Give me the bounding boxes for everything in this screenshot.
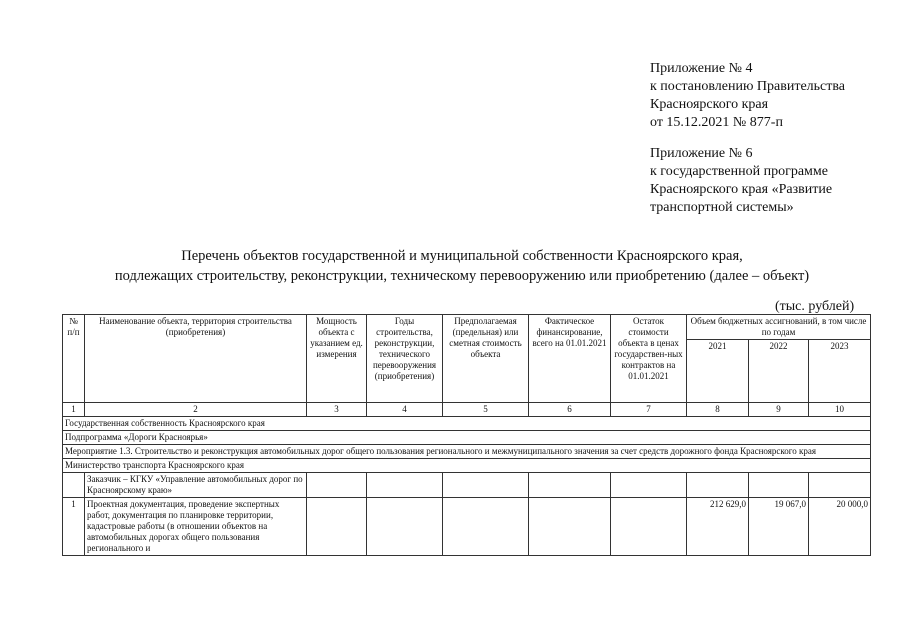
customer-row: [63, 473, 871, 498]
empty-cell: [63, 473, 85, 498]
empty-cell: [611, 473, 687, 498]
document-title: [62, 246, 862, 286]
appendix-6-line3: Красноярского края «Развитие: [650, 182, 833, 197]
objects-table: [62, 314, 871, 556]
appendix-6-line4: транспортной системы»: [650, 200, 794, 215]
col-number: 9: [749, 403, 809, 417]
header-row-1: [63, 315, 871, 340]
section-ministry: Министерство транспорта Красноярского края: [63, 459, 871, 473]
header-year-2021: 2021: [687, 340, 749, 403]
appendix-6-line1: Приложение № 6: [650, 146, 753, 161]
header-year-2023: 2023: [809, 340, 871, 403]
empty-cell: [443, 473, 529, 498]
appendix-6-block: [650, 145, 832, 217]
header-name: Наименование объекта, территория строительства (приобретения): [85, 315, 307, 403]
section-subprogram: Подпрограмма «Дороги Красноярья»: [63, 431, 871, 445]
col-number: 5: [443, 403, 529, 417]
col-number: 4: [367, 403, 443, 417]
empty-cell: [367, 498, 443, 556]
title-line2: подлежащих строительству, реконструкции, техническому перевооружению или приобретению (далее – объект): [114, 268, 810, 284]
column-number-row: [63, 403, 871, 417]
section-state-property: Государственная собственность Красноярского края: [63, 417, 871, 431]
header-remaining: Остаток стоимости объекта в ценах государствен-ных контрактов на 01.01.2021: [611, 315, 687, 403]
header-years: Годы строительства, реконструкции, технического перевооружения (приобретения): [367, 315, 443, 403]
col-number: 3: [307, 403, 367, 417]
empty-cell: [443, 498, 529, 556]
empty-cell: [687, 473, 749, 498]
empty-cell: [749, 473, 809, 498]
empty-cell: [307, 498, 367, 556]
header-capacity: Мощность объекта с указанием ед. измерения: [307, 315, 367, 403]
item-2022: 19 067,0: [749, 498, 809, 556]
item-2021: 212 629,0: [687, 498, 749, 556]
item-2023: 20 000,0: [809, 498, 871, 556]
col-number: 6: [529, 403, 611, 417]
empty-cell: [529, 473, 611, 498]
title-line1: Перечень объектов государственной и муниципальной собственности Красноярского края,: [181, 248, 743, 264]
section-row: [63, 445, 871, 459]
unit-label: (тыс. рублей): [775, 299, 855, 314]
header-actual: Фактическое финансирование, всего на 01.01.2021: [529, 315, 611, 403]
header-num: № п/п: [63, 315, 85, 403]
header-estimated: Предполагаемая (предельная) или сметная стоимость объекта: [443, 315, 529, 403]
appendix-4-line4: от 15.12.2021 № 877-п: [650, 115, 783, 130]
item-name: Проектная документация, проведение экспертных работ, документация по планировке территории, кадастровые работы (в отношении объектов на автомобильных дорогах общего пользования регионального и: [85, 498, 307, 556]
customer-name: Заказчик – КГКУ «Управление автомобильных дорог по Красноярскому краю»: [85, 473, 307, 498]
table-row: [63, 498, 871, 556]
col-number: 7: [611, 403, 687, 417]
section-row: [63, 431, 871, 445]
empty-cell: [307, 473, 367, 498]
section-row: [63, 417, 871, 431]
col-number: 10: [809, 403, 871, 417]
header-year-2022: 2022: [749, 340, 809, 403]
col-number: 8: [687, 403, 749, 417]
appendix-4-block: [650, 60, 845, 132]
empty-cell: [809, 473, 871, 498]
appendix-4-line2: к постановлению Правительства: [650, 79, 846, 94]
item-num: 1: [63, 498, 85, 556]
header-budget: Объем бюджетных ассигнований, в том числе по годам: [687, 315, 871, 340]
section-measure: Мероприятие 1.3. Строительство и реконструкция автомобильных дорог общего пользования регионального и межмуниципального значения за счет средств дорожного фонда Красноярского края: [63, 445, 871, 459]
empty-cell: [529, 498, 611, 556]
appendix-4-line3: Красноярского края: [650, 97, 769, 112]
appendix-6-line2: к государственной программе: [650, 164, 828, 179]
appendix-4-line1: Приложение № 4: [650, 61, 753, 76]
empty-cell: [611, 498, 687, 556]
empty-cell: [367, 473, 443, 498]
col-number: 2: [85, 403, 307, 417]
col-number: 1: [63, 403, 85, 417]
section-row: [63, 459, 871, 473]
